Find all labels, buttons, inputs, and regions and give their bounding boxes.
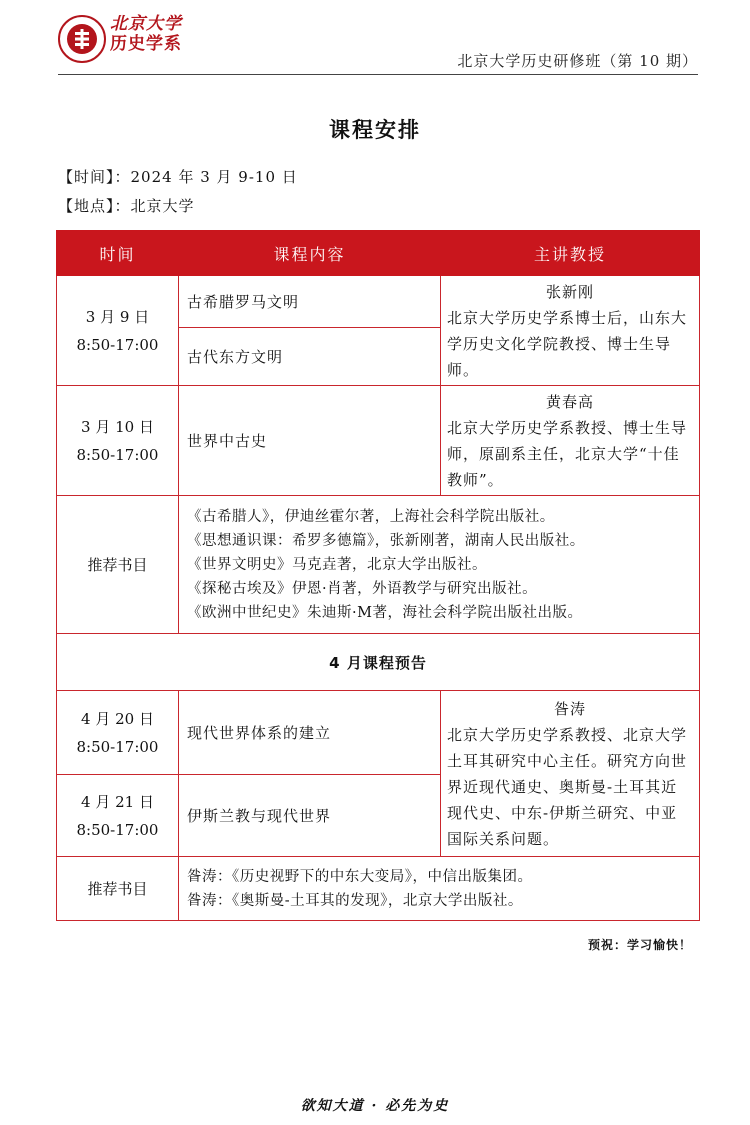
page-header — [0, 0, 750, 80]
date: 4 月 21 日 — [81, 792, 154, 811]
table-row — [57, 691, 700, 775]
professor-desc: 北京大学历史学系博士后，山东大学历史文化学院教授、博士生导师。 — [447, 308, 688, 379]
professor-desc: 北京大学历史学系教授、北京大学土耳其研究中心主任。研究方向世界近现代通史、奥斯曼-土耳其近现代史、中东-伊斯兰研究、中亚国际关系问题。 — [447, 725, 688, 848]
meta-time — [58, 166, 298, 187]
place-label: 【地点】： — [58, 197, 131, 215]
page-title: 课程安排 — [329, 118, 421, 142]
book-list — [179, 857, 700, 921]
program-name: 北京大学历史研修班（第 10 期） — [457, 52, 698, 70]
date: 3 月 9 日 — [85, 307, 150, 326]
hours: 8:50-17:00 — [76, 737, 159, 756]
schedule-table — [56, 230, 700, 921]
course-cell: 伊斯兰教与现代世界 — [179, 775, 441, 857]
date-cell — [57, 276, 179, 386]
date: 3 月 10 日 — [81, 417, 154, 436]
table-row — [57, 634, 700, 691]
professor-cell — [441, 276, 700, 386]
hours: 8:50-17:00 — [76, 445, 159, 464]
place-value: 北京大学 — [130, 197, 195, 215]
header-course: 课程内容 — [179, 231, 441, 276]
table-row — [57, 276, 700, 328]
table-row — [57, 857, 700, 921]
course-cell: 世界中古史 — [179, 386, 441, 496]
book-item: 昝涛：《奥斯曼-土耳其的发现》，北京大学出版社。 — [187, 892, 523, 909]
books-label: 推荐书目 — [57, 496, 179, 634]
table-row — [57, 496, 700, 634]
book-item: 《思想通识课：希罗多德篇》，张新刚著，湖南人民出版社。 — [187, 532, 585, 549]
footer-motto: 欲知大道 · 必先为史 — [300, 1098, 450, 1114]
book-item: 《古希腊人》，伊迪丝霍尔著，上海社会科学院出版社。 — [187, 508, 555, 525]
professor-cell — [441, 691, 700, 857]
time-value: 2024 年 3 月 9-10 日 — [130, 168, 298, 186]
date-cell — [57, 691, 179, 775]
professor-name: 黄春高 — [545, 392, 594, 411]
hours: 8:50-17:00 — [76, 820, 159, 839]
book-item: 昝涛：《历史视野下的中东大变局》，中信出版集团。 — [187, 868, 533, 885]
professor-cell — [441, 386, 700, 496]
header-professor: 主讲教授 — [441, 231, 700, 276]
date-cell — [57, 386, 179, 496]
logo-line-university: 北京大学 — [110, 14, 182, 34]
hours: 8:50-17:00 — [76, 335, 159, 354]
logo-line-department: 历史学系 — [110, 34, 182, 54]
table-header-row — [57, 231, 700, 276]
books-label: 推荐书目 — [57, 857, 179, 921]
course-cell: 古代东方文明 — [179, 328, 441, 386]
time-label: 【时间】： — [58, 168, 131, 186]
book-item: 《世界文明史》马克垚著，北京大学出版社。 — [187, 556, 487, 573]
header-divider — [58, 74, 698, 75]
course-cell: 现代世界体系的建立 — [179, 691, 441, 775]
preview-heading: 4 月课程预告 — [57, 634, 700, 691]
book-list — [179, 496, 700, 634]
date-cell — [57, 775, 179, 857]
professor-desc: 北京大学历史学系教授、博士生导师，原副系主任，北京大学“十佳教师”。 — [447, 418, 688, 489]
meta-place — [58, 195, 195, 216]
date: 4 月 20 日 — [81, 709, 154, 728]
table-row — [57, 386, 700, 496]
professor-name: 张新刚 — [545, 282, 594, 301]
course-cell: 古希腊罗马文明 — [179, 276, 441, 328]
professor-name: 昝涛 — [553, 699, 586, 718]
closing-wish: 预祝：学习愉快！ — [587, 938, 692, 952]
book-item: 《探秘古埃及》伊恩·肖著，外语教学与研究出版社。 — [187, 580, 538, 597]
university-seal-icon — [58, 15, 106, 63]
book-item: 《欧洲中世纪史》朱迪斯·M著，海社会科学院出版社出版。 — [187, 604, 583, 621]
header-time: 时间 — [57, 231, 179, 276]
department-logo — [110, 14, 182, 54]
